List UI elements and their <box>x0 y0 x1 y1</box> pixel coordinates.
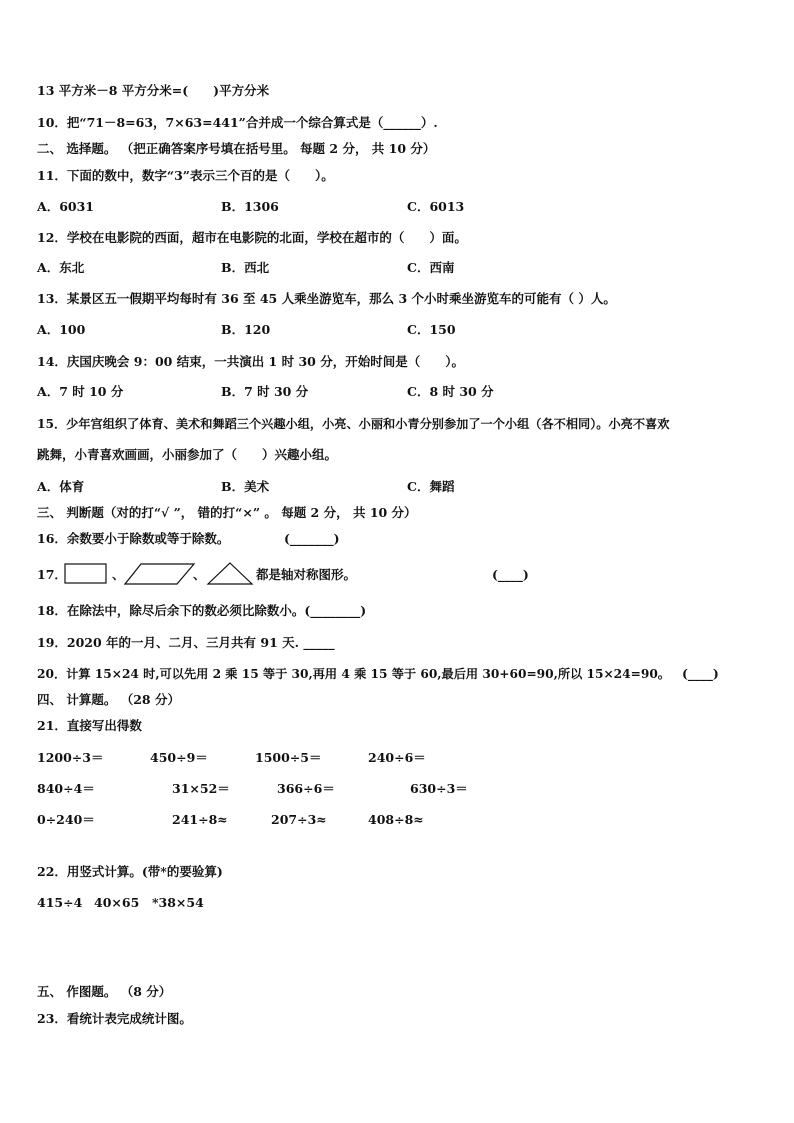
question-12-stem: 12．学校在电影院的西面，超市在电影院的北面，学校在超市的（ ）面。 <box>37 230 467 245</box>
calc-item: 366÷6＝ <box>277 781 335 796</box>
question-11-option-c: C．6013 <box>407 199 465 214</box>
question-13-option-a: A．100 <box>37 322 86 337</box>
question-14-option-b: B．7 时 30 分 <box>221 384 309 399</box>
question-16-answer-blank: (_______) <box>284 531 340 546</box>
question-13-stem: 13．某景区五一假期平均每时有 36 至 45 人乘坐游览车，那么 3 个小时乘坐游览车的可能有（ ）人。 <box>37 291 616 306</box>
calc-item: 207÷3≈ <box>271 812 327 827</box>
question-12-option-a: A．东北 <box>37 260 85 275</box>
question-13-option-b: B．120 <box>221 322 271 337</box>
triangle-figure <box>206 561 254 586</box>
question-15-stem-line1: 15．少年宫组织了体育、美术和舞蹈三个兴趣小组，小亮、小丽和小青分别参加了一个小组（各不相同）。小亮不喜欢 <box>37 417 670 431</box>
question-13-option-c: C．150 <box>407 322 456 337</box>
question-15-option-c: C．舞蹈 <box>407 479 455 494</box>
question-14-option-a: A．7 时 10 分 <box>37 384 124 399</box>
calc-item: 1500÷5＝ <box>255 750 322 765</box>
question-10: 10．把“71－8=63，7×63=441”合并成一个综合算式是（______）. <box>37 115 438 130</box>
question-17-separator-1: 、 <box>112 567 125 582</box>
section-4-heading: 四、 计算题。 （28 分） <box>37 692 180 707</box>
question-22-title: 22．用竖式计算。(带*的要验算) <box>37 864 223 879</box>
question-14-stem: 14．庆国庆晚会 9：00 结束，一共演出 1 时 30 分，开始时间是（ ）。 <box>37 354 464 369</box>
question-15-stem-line2: 跳舞，小青喜欢画画，小丽参加了（ ）兴趣小组。 <box>37 447 338 462</box>
calc-item: 241÷8≈ <box>172 812 228 827</box>
calc-item: 630÷3＝ <box>410 781 468 796</box>
rectangle-figure <box>64 563 108 585</box>
question-17-answer-blank: (____) <box>492 567 529 582</box>
vertical-calc-item: 40×65 <box>94 895 140 910</box>
calc-item: 240÷6＝ <box>368 750 426 765</box>
question-12-option-b: B．西北 <box>221 260 270 275</box>
parallelogram-figure <box>124 563 196 585</box>
question-17-text: 都是轴对称图形。 <box>256 567 357 582</box>
calc-item: 31×52＝ <box>172 781 230 796</box>
question-14-option-c: C．8 时 30 分 <box>407 384 494 399</box>
question-17-separator-2: 、 <box>193 567 206 582</box>
vertical-calc-item: 415÷4 <box>37 895 83 910</box>
calc-item: 408÷8≈ <box>368 812 424 827</box>
question-9-tail: 13 平方米－8 平方分米=( )平方分米 <box>37 83 270 98</box>
calc-item: 1200÷3＝ <box>37 750 104 765</box>
question-19: 19．2020 年的一月、二月、三月共有 91 天. _____ <box>37 635 335 650</box>
question-15-option-a: A．体育 <box>37 479 85 494</box>
question-11-option-a: A．6031 <box>37 199 94 214</box>
question-18: 18．在除法中，除尽后余下的数必须比除数小。(________) <box>37 603 367 618</box>
question-15-option-b: B．美术 <box>221 479 270 494</box>
calc-item: 450÷9＝ <box>150 750 208 765</box>
section-2-heading: 二、 选择题。 （把正确答案序号填在括号里。 每题 2 分， 共 10 分） <box>37 141 436 156</box>
question-21-title: 21．直接写出得数 <box>37 718 142 733</box>
question-23: 23．看统计表完成统计图。 <box>37 1011 192 1026</box>
calc-item: 0÷240＝ <box>37 812 95 827</box>
section-3-heading: 三、 判断题（对的打“√ ”， 错的打“×” 。 每题 2 分， 共 10 分） <box>37 505 417 520</box>
section-5-heading: 五、 作图题。 （8 分） <box>37 984 172 999</box>
question-11-stem: 11．下面的数中，数字“3”表示三个百的是（ ）。 <box>37 168 334 183</box>
question-16: 16．余数要小于除数或等于除数。 <box>37 531 230 546</box>
question-12-option-c: C．西南 <box>407 260 455 275</box>
question-20-answer-blank: (____) <box>682 666 719 681</box>
vertical-calc-item: *38×54 <box>152 895 204 910</box>
question-11-option-b: B．1306 <box>221 199 279 214</box>
calc-item: 840÷4＝ <box>37 781 95 796</box>
question-17-number: 17． <box>37 567 67 582</box>
question-20: 20．计算 15×24 时,可以先用 2 乘 15 等于 30,再用 4 乘 15 等于 60,最后用 30+60=90,所以 15×24=90。 <box>37 667 670 681</box>
